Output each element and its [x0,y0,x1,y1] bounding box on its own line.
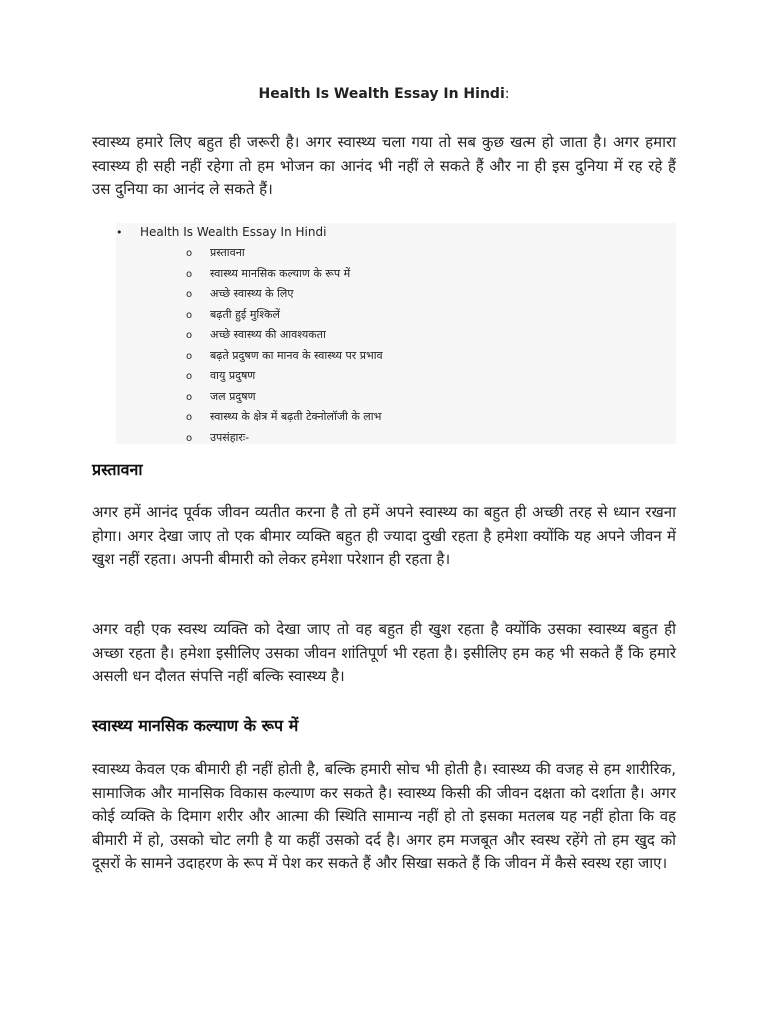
toc-item-label: स्वास्थ्य मानसिक कल्याण के रूप में [210,266,351,280]
toc-item-label: जल प्रदुषण [210,389,256,403]
toc-top-label: Health Is Wealth Essay In Hindi [140,225,327,239]
section-paragraph: स्वास्थ्य केवल एक बीमारी ही नहीं होती है, बल्कि हमारी सोच भी होती है। स्वास्थ्य की वजह से हम शारीरिक, सामाजिक और मानसिक विकास कल्याण कर सकते है। स्वास्थ्य किसी की जीवन दक्षता को दर्शाता है। अगर कोई व्यक्ति के दिमाग शरीर और आत्मा की स्थिति सामान्य नहीं हो तो इसका मतलब यह नहीं होता कि वह बीमारी में हो, उसको चोट लगी है या कहीं उसको दर्द है। अगर हम मजबूत और स्वस्थ रहेंगे तो हम खुद को दूसरों के सामने उदाहरण के रूप में पेश कर सकते हैं और सिखा सकते हैं कि जीवन में कैसे स्वस्थ रहा जाए। [92,760,676,872]
circle-bullet-icon: o [186,371,193,382]
circle-bullet-icon: o [186,289,193,300]
toc-item-label: वायु प्रदुषण [210,369,256,382]
toc-item-label: बढ़ते प्रदुषण का मानव के स्वास्थ्य पर प्रभाव [210,348,383,362]
toc-item-label: बढ़ती हुई मुश्किलें [210,307,281,321]
circle-bullet-icon: o [186,391,193,403]
toc-item-label: अच्छे स्वास्थ्य के लिए [210,287,294,300]
circle-bullet-icon: o [186,432,193,444]
toc-item[interactable] [186,366,383,387]
document-title [92,86,676,102]
toc-item[interactable] [186,387,383,408]
intro-paragraph: स्वास्थ्य हमारे लिए बहुत ही जरूरी है। अगर स्वास्थ्य चला गया तो सब कुछ खत्म हो जाता है। अगर हमारा स्वास्थ्य ही सही नहीं रहेगा तो हम भोजन का आनंद भी नहीं ले सकते हैं और ना ही इस दुनिया में रह रहे हैं उस दुनिया का आनंद ले सकते हैं। [92,133,676,198]
toc-top-item[interactable] [116,225,326,239]
toc-item[interactable] [186,346,383,367]
section-paragraph: अगर वही एक स्वस्थ व्यक्ति को देखा जाए तो वह बहुत ही खुश रहता है क्योंकि उसका स्वास्थ्य बहुत ही अच्छा रहता है। हमेशा इसीलिए उसका जीवन शांतिपूर्ण भी रहता है। इसीलिए हम कह भी सकते हैं कि हमारे असली धन दौलत संपत्ति नहीं बल्कि स्वास्थ्य है। [92,620,676,685]
toc-item[interactable] [186,428,383,449]
title-colon: : [504,86,510,102]
bullet-icon: • [116,226,123,239]
circle-bullet-icon: o [186,309,193,321]
circle-bullet-icon: o [186,350,193,362]
circle-bullet-icon: o [186,268,193,280]
circle-bullet-icon: o [186,248,193,259]
toc-item-label: प्रस्तावना [210,246,245,259]
section-heading-intro: प्रस्तावना [92,460,143,479]
section-heading-mental-health: स्वास्थ्य मानसिक कल्याण के रूप में [92,716,299,735]
toc-item-label: उपसंहारः- [210,430,250,444]
circle-bullet-icon: o [186,412,193,423]
toc-item[interactable] [186,407,383,428]
toc-item[interactable] [186,284,383,305]
toc-item[interactable] [186,325,383,346]
toc-item-label: स्वास्थ्य के क्षेत्र में बढ़ती टेक्नोलॉजी के लाभ [210,410,382,423]
toc-sub-list [186,243,383,448]
title-text: Health Is Wealth Essay In Hindi [258,86,505,102]
toc-item[interactable] [186,243,383,264]
toc-item[interactable] [186,305,383,326]
section-paragraph: अगर हमें आनंद पूर्वक जीवन व्यतीत करना है तो हमें अपने स्वास्थ्य का बहुत ही अच्छी तरह से ध्यान रखना होगा। अगर देखा जाए तो एक बीमार व्यक्ति बहुत ही ज्यादा दुखी रहता है हमेशा क्योंकि यह अपने जीवन में खुश नहीं रहता। अपनी बीमारी को लेकर हमेशा परेशान ही रहता है। [92,503,676,568]
table-of-contents [116,223,676,444]
toc-item[interactable] [186,264,383,285]
toc-item-label: अच्छे स्वास्थ्य की आवश्यकता [210,328,326,341]
circle-bullet-icon: o [186,330,193,341]
